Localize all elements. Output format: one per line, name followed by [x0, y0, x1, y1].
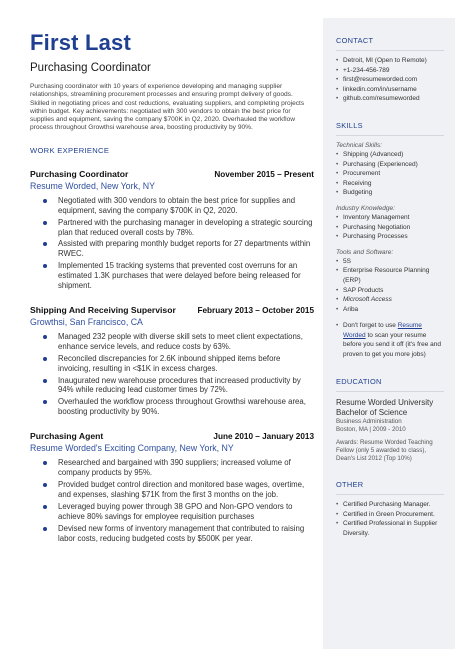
job-bullet: Assisted with preparing monthly budget reports for 27 departments within RWEC. [43, 239, 314, 259]
job-bullet: Partnered with the purchasing manager in developing a strategic sourcing plan that reduced overall costs by 78%. [43, 218, 314, 238]
candidate-name: First Last [30, 30, 132, 55]
job-bullet: Implemented 15 tracking systems that prevented cost overruns for an estimated 1.3K purchases that were delayed before being released for shipment. [43, 261, 314, 291]
job-role: Purchasing Coordinator [30, 168, 129, 179]
education-section [336, 377, 444, 464]
contact-linkedin[interactable]: • linkedin.com/in/username [336, 85, 444, 95]
education-school: Resume Worded University [336, 397, 434, 407]
job-dates: November 2015 – Present [214, 169, 314, 179]
job-header [30, 169, 314, 180]
skill-item: • Ariba [336, 305, 444, 315]
job-bullet: Managed 232 people with diverse skill sets to meet client expectations, enhance service levels, and reduce costs by 63%. [43, 332, 314, 352]
skill-group-label: Tools and Software: [336, 248, 394, 256]
contact-location: • Detroit, MI (Open to Remote) [336, 56, 444, 66]
skill-item: • Enterprise Resource Planning (ERP) [336, 266, 444, 285]
resume-tip-text [336, 321, 444, 359]
job-bullet: Devised new forms of inventory management that contributed to raising labor costs, reducing budgeted costs by $500K per year. [43, 524, 314, 544]
skill-list [336, 150, 444, 198]
skill-group-label: Technical Skills: [336, 141, 383, 149]
tip-text-after: to scan your resume before you send it off (it's free and proven to get you more jobs) [343, 331, 441, 359]
skill-item: • 5S [336, 257, 444, 267]
resume-sidebar [323, 18, 455, 649]
resume-tip [336, 321, 444, 359]
job-bullets [30, 458, 314, 543]
work-experience-heading: WORK EXPERIENCE [30, 145, 110, 155]
contact-github[interactable]: • github.com/resumeworded [336, 94, 444, 104]
other-list [336, 500, 444, 538]
job-role: Purchasing Agent [30, 431, 104, 442]
resume-worded-link[interactable]: Resume Worded [343, 322, 422, 339]
contact-phone: • +1-234-456-789 [336, 66, 444, 76]
education-degree: Bachelor of Science [336, 407, 408, 417]
job-bullet: Researched and bargained with 390 suppliers; increased volume of company products by 95%. [43, 458, 314, 478]
job-company: Growthsi, San Francisco, CA [30, 316, 143, 327]
resume-main-column [30, 30, 314, 545]
contact-section [336, 36, 444, 104]
job-header [30, 431, 314, 442]
job-bullet: Provided budget control direction and monitored base wages, overtime, and expenses, slashing $71K from the first 3 months on the job. [43, 480, 314, 500]
skill-item: • Purchasing Negotiation [336, 223, 444, 233]
other-item: • Certified Professional in Supplier Diversity. [336, 519, 444, 538]
contact-email[interactable]: • first@resumeworded.com [336, 75, 444, 85]
tip-text-before: Don't forget to use [343, 322, 398, 330]
summary-paragraph: Purchasing coordinator with 10 years of experience developing and managing supplier relationships, streamlining procurement processes and ensuring prompt delivery of goods. Skilled in negotiating prices and cost reductions, evaluating suppliers, and completing projects within budget. Key achievements: negotiated with 300 vendors to obtain the best price for supplies and equipment, saving the company $700K in Q2, 2020. Overhauled the workflow process throughout Growthsi warehouse area, boosting productivity by 90%. [30, 83, 305, 132]
skill-item: • Microsoft Access [336, 295, 444, 305]
job-company: Resume Worded's Exciting Company, New York, NY [30, 443, 234, 454]
job-role: Shipping And Receiving Supervisor [30, 304, 176, 315]
job-bullet: Overhauled the workflow process throughout Growthsi warehouse area, boosting productivity by 90%. [43, 397, 314, 417]
job-bullets [30, 332, 314, 417]
job-bullet: Inaugurated new warehouse procedures that increased productivity by 94% while reducing lead customer times by 72%. [43, 376, 314, 396]
job-header [30, 305, 314, 316]
job-entry [30, 431, 314, 543]
job-dates: June 2010 – January 2013 [213, 432, 314, 442]
skill-item: • SAP Products [336, 286, 444, 296]
job-bullet: Leveraged buying power through 38 GPO and Non-GPO vendors to achieve 80% savings for employee requisition purchases [43, 502, 314, 522]
job-bullets [30, 196, 314, 291]
other-section [336, 480, 444, 538]
skill-item: • Procurement [336, 169, 444, 179]
skill-item: • Purchasing Processes [336, 232, 444, 242]
skill-list [336, 257, 444, 315]
skill-item: • Budgeting [336, 188, 444, 198]
skill-item: • Receiving [336, 179, 444, 189]
skills-section [336, 121, 444, 360]
education-field: Business Administration [336, 417, 402, 425]
education-awards: Awards: Resume Worded Teaching Fellow (only 5 awarded to class), Dean's List 2012 (Top 10%) [336, 438, 433, 463]
contact-heading: CONTACT [336, 36, 444, 51]
skill-item: • Inventory Management [336, 213, 444, 223]
skills-groups [336, 141, 444, 360]
job-dates: February 2013 – October 2015 [197, 305, 314, 315]
other-item: • Certified Purchasing Manager. [336, 500, 444, 510]
education-location-dates: Boston, MA | 2009 - 2010 [336, 425, 406, 433]
contact-list [336, 56, 444, 104]
skills-heading: SKILLS [336, 121, 444, 136]
job-company: Resume Worded, New York, NY [30, 180, 156, 191]
other-heading: OTHER [336, 480, 444, 495]
job-bullet: Negotiated with 300 vendors to obtain the best price for supplies and equipment, saving the company $700K in Q2, 2020. [43, 196, 314, 216]
skill-item: • Purchasing (Experienced) [336, 160, 444, 170]
education-heading: EDUCATION [336, 377, 444, 392]
skill-list [336, 213, 444, 242]
job-entry [30, 305, 314, 417]
job-bullet: Reconciled discrepancies for 2.6K inbound shipped items before invoicing, resulting in <$1K in excess charges. [43, 354, 314, 374]
other-item: • Certified in Green Procurement. [336, 510, 444, 520]
skill-group-label: Industry Knowledge: [336, 204, 395, 212]
skill-item: • Shipping (Advanced) [336, 150, 444, 160]
candidate-title: Purchasing Coordinator [30, 62, 151, 74]
job-entry [30, 169, 314, 291]
